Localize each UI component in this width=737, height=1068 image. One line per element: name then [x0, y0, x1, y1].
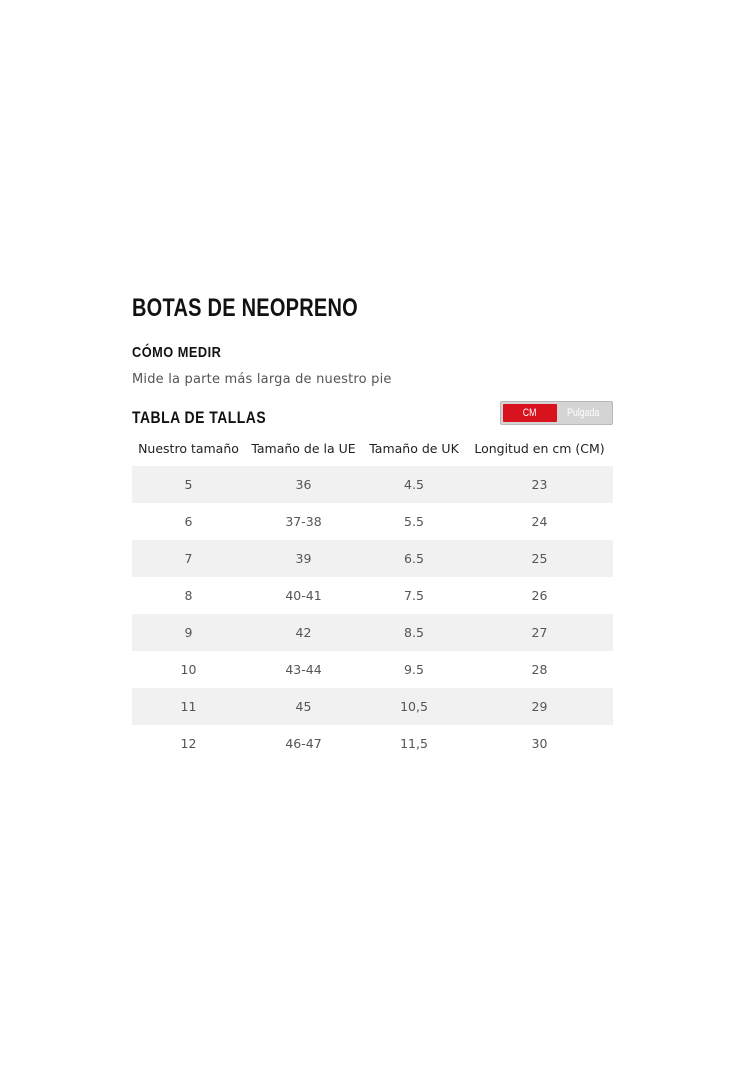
table-cell: 42	[245, 614, 362, 651]
size-chart-title: TABLA DE TALLAS	[132, 408, 267, 427]
table-cell: 11,5	[362, 725, 466, 762]
table-cell: 27	[466, 614, 613, 651]
how-to-measure-instruction: Mide la parte más larga de nuestro pie	[132, 372, 392, 387]
column-header-our-size: Nuestro tamaño	[138, 440, 239, 456]
table-cell: 43-44	[245, 651, 362, 688]
column-header-uk-size: Tamaño de UK	[369, 440, 459, 456]
table-cell: 5	[132, 466, 245, 503]
table-cell: 25	[466, 540, 613, 577]
table-cell: 11	[132, 688, 245, 725]
table-cell: 24	[466, 503, 613, 540]
unit-option-cm[interactable]	[503, 404, 557, 422]
table-row	[132, 577, 613, 614]
table-cell: 12	[132, 725, 245, 762]
table-row	[132, 503, 613, 540]
table-cell: 10	[132, 651, 245, 688]
table-cell: 8	[132, 577, 245, 614]
table-cell: 6.5	[362, 540, 466, 577]
table-row	[132, 688, 613, 725]
table-cell: 9.5	[362, 651, 466, 688]
table-cell: 6	[132, 503, 245, 540]
unit-option-inch-label: Pulgada	[567, 407, 600, 419]
unit-option-inch[interactable]	[557, 404, 611, 422]
table-row	[132, 651, 613, 688]
table-cell: 26	[466, 577, 613, 614]
table-cell: 39	[245, 540, 362, 577]
table-cell: 29	[466, 688, 613, 725]
table-cell: 23	[466, 466, 613, 503]
table-cell: 10,5	[362, 688, 466, 725]
column-header-length-cm: Longitud en cm (CM)	[474, 440, 605, 456]
column-header-eu-size: Tamaño de la UE	[251, 440, 356, 456]
unit-option-cm-label: CM	[522, 407, 537, 419]
table-cell: 5.5	[362, 503, 466, 540]
table-cell: 37-38	[245, 503, 362, 540]
table-cell: 45	[245, 688, 362, 725]
table-row	[132, 725, 613, 762]
how-to-measure-heading: CÓMO MEDIR	[132, 344, 222, 361]
table-cell: 7	[132, 540, 245, 577]
table-header-row	[132, 430, 613, 466]
unit-toggle[interactable]	[500, 401, 613, 425]
table-row	[132, 614, 613, 651]
table-cell: 8.5	[362, 614, 466, 651]
table-row	[132, 466, 613, 503]
table-cell: 40-41	[245, 577, 362, 614]
table-cell: 4.5	[362, 466, 466, 503]
table-cell: 9	[132, 614, 245, 651]
table-cell: 30	[466, 725, 613, 762]
page-title: BOTAS DE NEOPRENO	[132, 294, 358, 322]
table-cell: 28	[466, 651, 613, 688]
table-cell: 36	[245, 466, 362, 503]
table-cell: 7.5	[362, 577, 466, 614]
table-row	[132, 540, 613, 577]
size-table	[132, 430, 613, 762]
table-cell: 46-47	[245, 725, 362, 762]
